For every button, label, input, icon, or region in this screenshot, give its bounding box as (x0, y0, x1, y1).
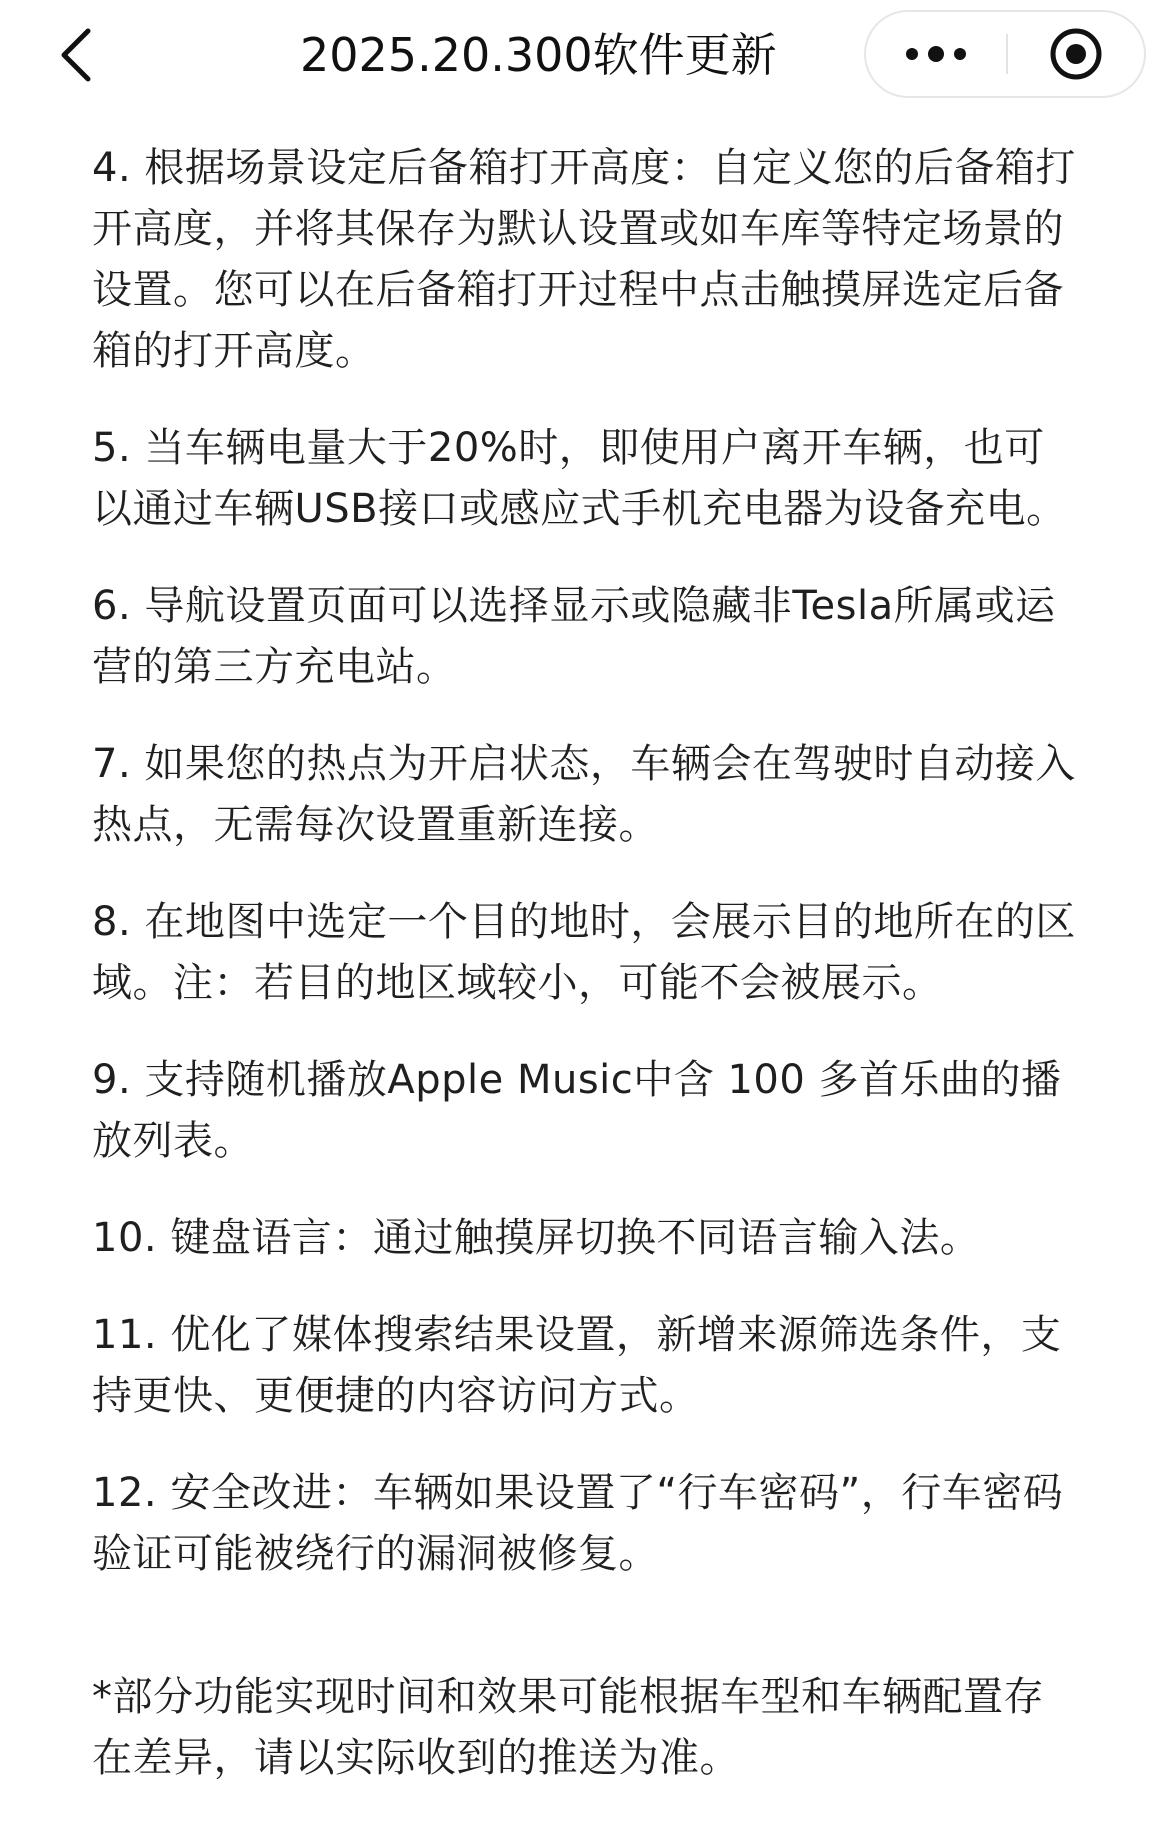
nav-bar (0, 0, 1176, 110)
more-button[interactable] (866, 12, 1006, 96)
update-item-10: 10. 键盘语言：通过触摸屏切换不同语言输入法。 (92, 1215, 981, 1261)
back-button[interactable] (40, 18, 110, 92)
update-item-5: 5. 当车辆电量大于20%时，即使用户离开车辆，也可以通过车辆USB接口或感应式手机充电器为设备充电。 (92, 425, 1067, 532)
update-notes (92, 138, 1082, 1789)
update-item-7: 7. 如果您的热点为开启状态，车辆会在驾驶时自动接入热点，无需每次设置重新连接。 (92, 741, 1076, 848)
update-item-4: 4. 根据场景设定后备箱打开高度：自定义您的后备箱打开高度，并将其保存为默认设置或如车库等特定场景的设置。您可以在后备箱打开过程中点击触摸屏选定后备箱的打开高度。 (92, 145, 1076, 374)
update-item-9: 9. 支持随机播放Apple Music中含 100 多首乐曲的播放列表。 (92, 1057, 1062, 1164)
more-dots-icon (904, 44, 968, 64)
update-item-11: 11. 优化了媒体搜索结果设置，新增来源筛选条件，支持更快、更便捷的内容访问方式。 (92, 1312, 1062, 1419)
update-item-6: 6. 导航设置页面可以选择显示或隐藏非Tesla所属或运营的第三方充电站。 (92, 583, 1056, 690)
footnote: *部分功能实现时间和效果可能根据车型和车辆配置存在差异，请以实际收到的推送为准。 (92, 1674, 1044, 1781)
update-item-8: 8. 在地图中选定一个目的地时，会展示目的地所在的区域。注：若目的地区域较小，可能不会被展示。 (92, 899, 1076, 1006)
page-title: 2025.20.300软件更新 (300, 28, 777, 82)
target-circle-icon (1048, 26, 1104, 82)
mini-program-capsule (864, 10, 1146, 98)
update-item-12: 12. 安全改进：车辆如果设置了“行车密码”，行车密码验证可能被绕行的漏洞被修复。 (92, 1470, 1064, 1577)
chevron-left-icon (58, 27, 92, 83)
close-miniprogram-button[interactable] (1008, 12, 1144, 96)
